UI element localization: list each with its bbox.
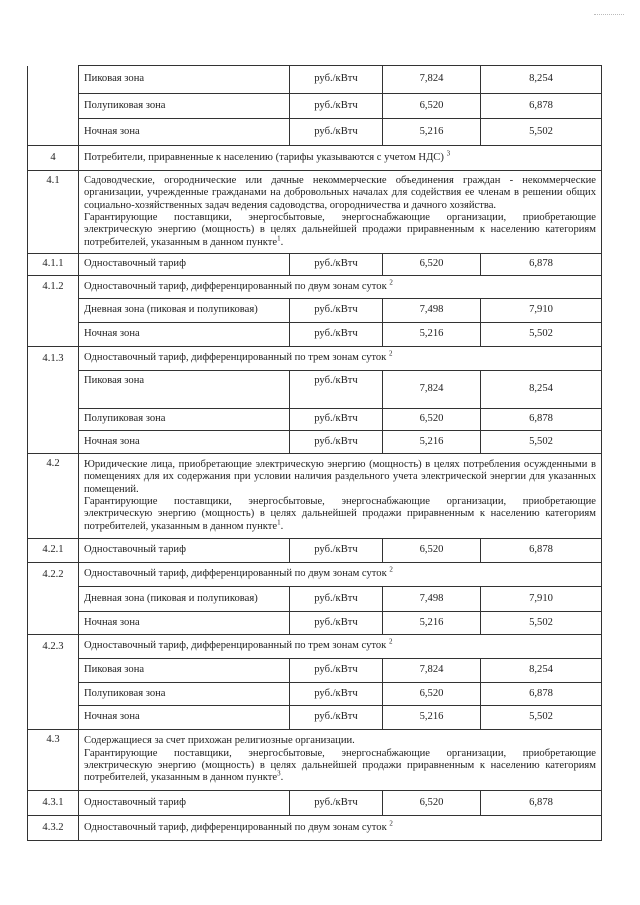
unit: руб./кВтч <box>290 431 383 454</box>
tariff-name: Одноставочный тариф <box>79 254 290 276</box>
row-number-empty <box>28 659 79 683</box>
unit: руб./кВтч <box>290 683 383 706</box>
row-number-empty <box>28 323 79 347</box>
tariff-value-2: 5,502 <box>481 119 602 146</box>
footnote-ref: 3 <box>446 149 451 158</box>
tariff-value-1: 5,216 <box>383 431 481 454</box>
heading-text: Одноставочный тариф, дифференцированный по трем зонам суток <box>84 352 387 364</box>
tariff-value-2: 5,502 <box>481 706 602 730</box>
tariff-value-2: 6,878 <box>481 683 602 706</box>
tariff-value-2: 7,910 <box>481 299 602 323</box>
table-row <box>28 66 602 94</box>
tariff-value-2: 6,878 <box>481 94 602 119</box>
row-number: 4.1.2 <box>28 276 79 299</box>
section-heading <box>79 276 602 299</box>
row-number: 4 <box>28 146 79 171</box>
footnote-ref: 3 <box>277 769 281 778</box>
zone-name: Пиковая зона <box>79 371 290 409</box>
description-paragraph: Гарантирующие поставщики, энергосбытовые, энергоснабжающие организации, приобретающие электрическую энергию (мощность) в целях дальнейшей продажи приравненным к населению категориям потребителей, указанным в данном пункте$^1$. <box>84 212 596 248</box>
row-number-empty <box>28 706 79 730</box>
unit: руб./кВтч <box>290 254 383 276</box>
table-row <box>28 94 602 119</box>
row-number-empty <box>28 683 79 706</box>
tariff-value-1: 6,520 <box>383 791 481 816</box>
unit: руб./кВтч <box>290 371 383 409</box>
table-row <box>28 146 602 171</box>
row-number: 4.3.2 <box>28 816 79 841</box>
row-number-empty <box>28 94 79 119</box>
table-row <box>28 254 602 276</box>
table-row <box>28 816 602 841</box>
unit: руб./кВтч <box>290 299 383 323</box>
description-paragraph: Содержащиеся за счет прихожан религиозные организации. <box>84 735 355 747</box>
heading-text: Одноставочный тариф, дифференцированный по двум зонам суток <box>84 280 387 292</box>
tariff-value-1: 5,216 <box>383 119 481 146</box>
row-number-empty <box>28 409 79 431</box>
description-paragraph: Юридические лица, приобретающие электрическую энергию (мощность) в целях потребления осужденными в помещениях для их содержания при условии наличия раздельного учета электрической энергии для указанных помещений. <box>84 458 596 495</box>
tariff-value-1: 5,216 <box>383 323 481 347</box>
row-number: 4.2 <box>28 454 79 539</box>
table-row <box>28 539 602 563</box>
zone-name: Дневная зона (пиковая и полупиковая) <box>79 299 290 323</box>
zone-name: Полупиковая зона <box>79 94 290 119</box>
row-number: 4.1.1 <box>28 254 79 276</box>
table-row <box>28 587 602 612</box>
zone-name: Полупиковая зона <box>79 683 290 706</box>
row-number-empty <box>28 612 79 635</box>
unit: руб./кВтч <box>290 706 383 730</box>
tariff-value-1: 5,216 <box>383 612 481 635</box>
unit: руб./кВтч <box>290 119 383 146</box>
tariff-value-1: 6,520 <box>383 409 481 431</box>
tariff-value-1: 6,520 <box>383 94 481 119</box>
tariff-value-2: 5,502 <box>481 323 602 347</box>
tariff-value-1: 7,498 <box>383 299 481 323</box>
footnote-ref: 2 <box>388 349 393 358</box>
tariff-value-2: 6,878 <box>481 539 602 563</box>
footnote-ref: 2 <box>389 819 393 828</box>
row-number: 4.2.3 <box>28 635 79 659</box>
tariff-value-1: 7,498 <box>383 587 481 612</box>
heading-text: Потребители, приравненные к населению (тарифы указываются с учетом НДС) <box>84 151 444 163</box>
unit: руб./кВтч <box>290 323 383 347</box>
tariff-value-2: 6,878 <box>481 409 602 431</box>
section-heading <box>79 347 602 371</box>
table-row <box>28 563 602 587</box>
unit: руб./кВтч <box>290 612 383 635</box>
unit: руб./кВтч <box>290 66 383 94</box>
zone-name: Ночная зона <box>79 431 290 454</box>
table-row <box>28 454 602 539</box>
section-heading <box>79 635 602 659</box>
unit: руб./кВтч <box>290 94 383 119</box>
table-row <box>28 347 602 371</box>
row-number: 4.3 <box>28 730 79 791</box>
tariff-value-2: 5,502 <box>481 431 602 454</box>
unit: руб./кВтч <box>290 539 383 563</box>
row-number: 4.2.2 <box>28 563 79 587</box>
row-number-empty <box>28 119 79 146</box>
unit: руб./кВтч <box>290 659 383 683</box>
zone-name: Ночная зона <box>79 706 290 730</box>
tariff-name: Одноставочный тариф <box>79 539 290 563</box>
heading-text: Одноставочный тариф, дифференцированный по двум зонам суток <box>84 821 387 833</box>
tariff-value-2: 8,254 <box>481 659 602 683</box>
table-row <box>28 683 602 706</box>
table-row <box>28 635 602 659</box>
description-paragraph: Садоводческие, огороднические или дачные некоммерческие объединения граждан - некоммерческие организации, учрежденные гражданами на добровольных началах для содействия ее членам в решении общих социально-хозяйственных задач ведения садоводства, огородничества и дачного хозяйства. <box>84 174 596 211</box>
row-number: 4.2.1 <box>28 539 79 563</box>
row-number-empty <box>28 66 79 94</box>
tariff-value-1: 7,824 <box>383 659 481 683</box>
footnote-ref: 2 <box>388 637 393 646</box>
tariff-value-1: 7,824 <box>383 371 481 409</box>
table-row <box>28 299 602 323</box>
zone-name: Дневная зона (пиковая и полупиковая) <box>79 587 290 612</box>
tariff-value-1: 7,824 <box>383 66 481 94</box>
footnote-ref: 2 <box>389 278 393 287</box>
table-row <box>28 409 602 431</box>
row-number-empty <box>28 371 79 409</box>
section-heading <box>79 563 602 587</box>
table-row <box>28 612 602 635</box>
tariff-value-2: 5,502 <box>481 612 602 635</box>
description-paragraph: Гарантирующие поставщики, энергосбытовые, энергоснабжающие организации, приобретающие электрическую энергию (мощность) в целях дальнейшей продажи приравненным к населению категориям потребителей, указанным в данном пункте$^1$. <box>84 496 596 532</box>
tariff-value-2: 7,910 <box>481 587 602 612</box>
row-number-empty <box>28 431 79 454</box>
table-row <box>28 659 602 683</box>
table-row <box>28 791 602 816</box>
tariff-value-1: 6,520 <box>383 254 481 276</box>
table-row <box>28 323 602 347</box>
zone-name: Ночная зона <box>79 612 290 635</box>
tariff-value-1: 6,520 <box>383 539 481 563</box>
zone-name: Ночная зона <box>79 323 290 347</box>
footnote-ref: 1 <box>277 518 281 527</box>
unit: руб./кВтч <box>290 791 383 816</box>
heading-text: Одноставочный тариф, дифференцированный по двум зонам суток <box>84 568 387 580</box>
description-paragraph: Гарантирующие поставщики, энергосбытовые, энергоснабжающие организации, приобретающие электрическую энергию (мощность) в целях дальнейшей продажи приравненным к населению категориям потребителей, указанным в данном пункте$^3$. <box>84 747 596 784</box>
footnote-ref: 1 <box>277 234 281 243</box>
category-description <box>79 730 602 791</box>
table-row <box>28 171 602 254</box>
table-row <box>28 276 602 299</box>
category-description <box>79 171 602 254</box>
tariff-value-1: 5,216 <box>383 706 481 730</box>
unit: руб./кВтч <box>290 409 383 431</box>
table-row <box>28 431 602 454</box>
tariff-value-2: 8,254 <box>481 66 602 94</box>
tariff-value-2: 8,254 <box>481 371 602 409</box>
footnote-ref: 2 <box>389 565 393 574</box>
zone-name: Пиковая зона <box>79 66 290 94</box>
tariff-value-2: 6,878 <box>481 254 602 276</box>
row-number: 4.3.1 <box>28 791 79 816</box>
row-number-empty <box>28 587 79 612</box>
row-number: 4.1.3 <box>28 347 79 371</box>
tariff-value-1: 6,520 <box>383 683 481 706</box>
row-number-empty <box>28 299 79 323</box>
table-row <box>28 119 602 146</box>
tariff-value-2: 6,878 <box>481 791 602 816</box>
section-heading <box>79 816 602 841</box>
category-description <box>79 454 602 539</box>
unit: руб./кВтч <box>290 587 383 612</box>
row-number: 4.1 <box>28 171 79 254</box>
heading-text: Одноставочный тариф, дифференцированный по трем зонам суток <box>84 640 387 652</box>
zone-name: Ночная зона <box>79 119 290 146</box>
table-row <box>28 706 602 730</box>
zone-name: Пиковая зона <box>79 659 290 683</box>
zone-name: Полупиковая зона <box>79 409 290 431</box>
table-row <box>28 371 602 409</box>
table-row <box>28 730 602 791</box>
tariff-table <box>27 65 602 841</box>
scan-mark <box>594 14 624 15</box>
tariff-name: Одноставочный тариф <box>79 791 290 816</box>
section-heading <box>79 146 602 171</box>
